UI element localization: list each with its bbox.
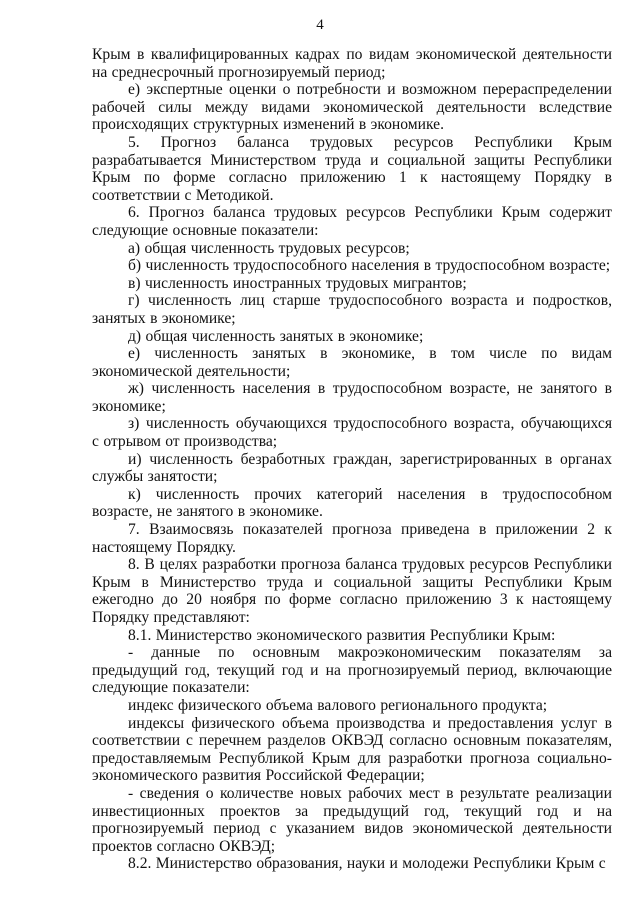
list-item: г) численность лиц старше трудоспособного возраста и подростков, занятых в экономике; [92, 292, 612, 327]
list-item: ж) численность населения в трудоспособном возрасте, не занятого в экономике; [92, 380, 612, 415]
paragraph: индексы физического объема производства и предоставления услуг в соответствии с перечнем разделов ОКВЭД согласно основным показателям, предоставляемым Республикой Крым для разработки прогноза социально-экономического развития Российской Федерации; [92, 714, 612, 785]
list-item: в) численность иностранных трудовых мигрантов; [128, 274, 467, 292]
paragraph: 5. Прогноз баланса трудовых ресурсов Республики Крым разрабатывается Министерством труда и социальной защиты Республики Крым по форме согласно приложению 1 к настоящему Порядку в соответствии с Методикой. [92, 133, 612, 204]
paragraph: - сведения о количестве новых рабочих мест в результате реализации инвестиционных проектов за предыдущий год, текущий год и на прогнозируемый период с указанием видов экономической деятельности проектов согласно ОКВЭД; [92, 784, 612, 855]
list-item: з) численность обучающихся трудоспособного возраста, обучающихся с отрывом от производства; [92, 415, 612, 451]
list-item: е) численность занятых в экономике, в том числе по видам экономической деятельности; [92, 345, 612, 380]
list-item: а) общая численность трудовых ресурсов; [128, 239, 410, 257]
paragraph: индекс физического объема валового регионального продукта; [128, 696, 548, 714]
paragraph: 7. Взаимосвязь показателей прогноза приведена в приложении 2 к настоящему Порядку. [92, 521, 612, 556]
page-number: 4 [316, 17, 324, 33]
list-item: к) численность прочих категорий населения в трудоспособном возрасте, не занятого в экономике. [92, 485, 612, 521]
list-item: б) численность трудоспособного населения в трудоспособном возрасте; [128, 257, 611, 275]
list-item: и) численность безработных граждан, зарегистрированных в органах службы занятости; [92, 450, 612, 486]
paragraph: - данные по основным макроэкономическим показателям за предыдущий год, текущий год и на прогнозируемый период, включающие следующие показатели: [92, 644, 612, 697]
paragraph: е) экспертные оценки о потребности и возможном перераспределении рабочей силы между видами экономической деятельности вследствие происходящих структурных изменений в экономике. [92, 81, 612, 134]
paragraph: 8.1. Министерство экономического развития Республики Крым: [128, 626, 556, 644]
paragraph: Крым в квалифицированных кадрах по видам экономической деятельности на среднесрочный прогнозируемый период; [92, 46, 612, 81]
document-body [92, 46, 612, 873]
paragraph: 6. Прогноз баланса трудовых ресурсов Республики Крым содержит следующие основные показатели: [92, 204, 612, 239]
paragraph: 8. В целях разработки прогноза баланса трудовых ресурсов Республики Крым в Министерство труда и социальной защиты Республики Крым ежегодно до 20 ноября по форме согласно приложению 3 к настоящему Порядку представляют: [92, 556, 612, 626]
list-item: д) общая численность занятых в экономике; [128, 327, 424, 345]
paragraph: 8.2. Министерство образования, науки и молодежи Республики Крым с [128, 855, 606, 873]
